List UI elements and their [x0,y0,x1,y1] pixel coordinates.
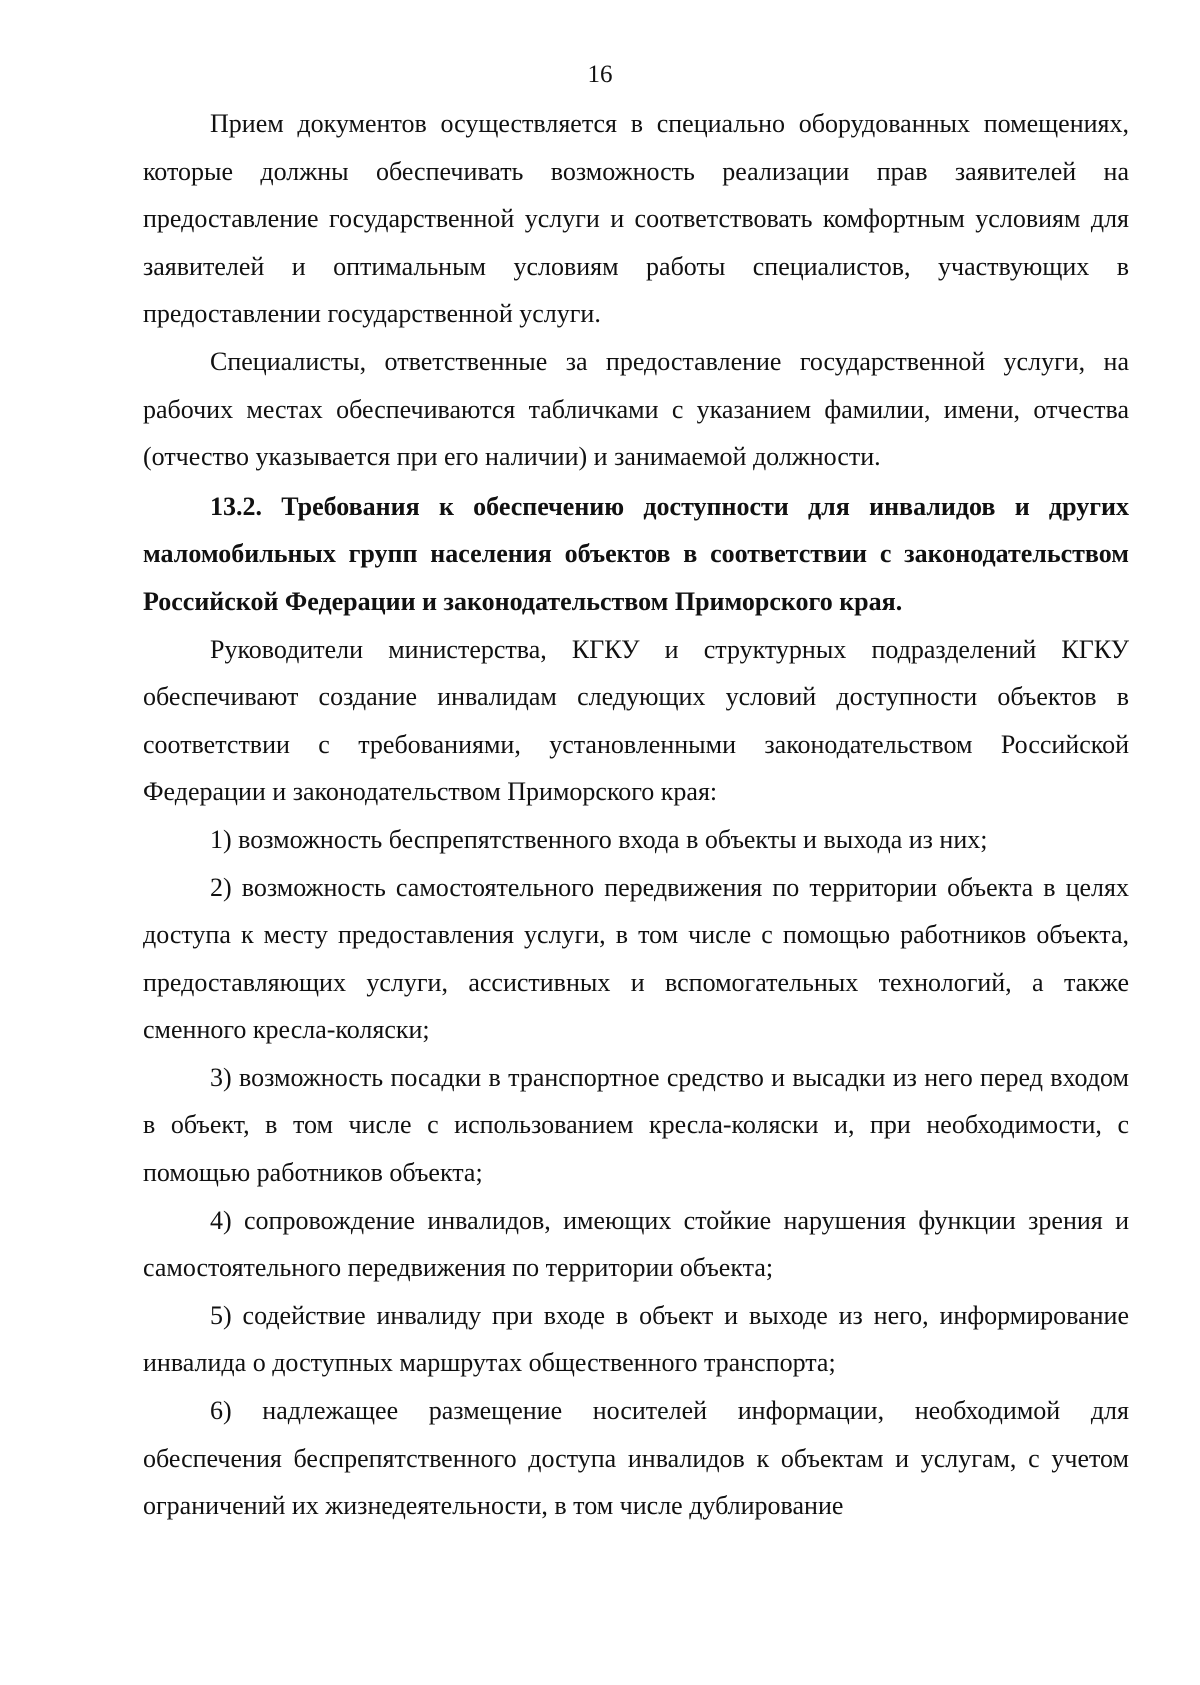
paragraph-accessibility-conditions: Руководители министерства, КГКУ и структурных подразделений КГКУ обеспечивают создание инвалидам следующих условий доступности объектов в соответствии с требованиями, установленными законодательством Российской Федерации и законодательством Приморского края: [143,634,1129,807]
section-heading-13-2: 13.2. Требования к обеспечению доступности для инвалидов и других маломобильных групп населения объектов в соответствии с законодательством Российской Федерации и законодательством Приморского края. [143,491,1129,616]
paragraph-specialists-signs: Специалисты, ответственные за предоставление государственной услуги, на рабочих местах обеспечиваются табличками с указанием фамилии, имени, отчества (отчество указывается при его наличии) и занимаемой должности. [143,346,1129,472]
document-body [143,100,1129,1530]
list-item-4: 4) сопровождение инвалидов, имеющих стойкие нарушения функции зрения и самостоятельного передвижения по территории объекта; [143,1205,1129,1283]
list-item-1: 1) возможность беспрепятственного входа в объекты и выхода из них; [210,824,988,854]
list-item-6: 6) надлежащее размещение носителей информации, необходимой для обеспечения беспрепятственного доступа инвалидов к объектам и услугам, с учетом ограничений их жизнедеятельности, в том числе дублирование [143,1396,1129,1521]
page-number: 16 [587,61,613,88]
paragraph-documents-reception: Прием документов осуществляется в специально оборудованных помещениях, которые должны обеспечивать возможность реализации прав заявителей на предоставление государственной услуги и соответствовать комфортным условиям для заявителей и оптимальным условиям работы специалистов, участвующих в предоставлении государственной услуги. [143,109,1129,329]
list-item-2: 2) возможность самостоятельного передвижения по территории объекта в целях доступа к месту предоставления услуги, в том числе с помощью работников объекта, предоставляющих услуги, ассистивных и вспомогательных технологий, а также сменного кресла-коляски; [143,872,1129,1045]
list-item-3: 3) возможность посадки в транспортное средство и высадки из него перед входом в объект, в том числе с использованием кресла-коляски и, при необходимости, с помощью работников объекта; [143,1062,1129,1188]
list-item-5: 5) содействие инвалиду при входе в объект и выходе из него, информирование инвалида о доступных маршрутах общественного транспорта; [143,1300,1129,1378]
